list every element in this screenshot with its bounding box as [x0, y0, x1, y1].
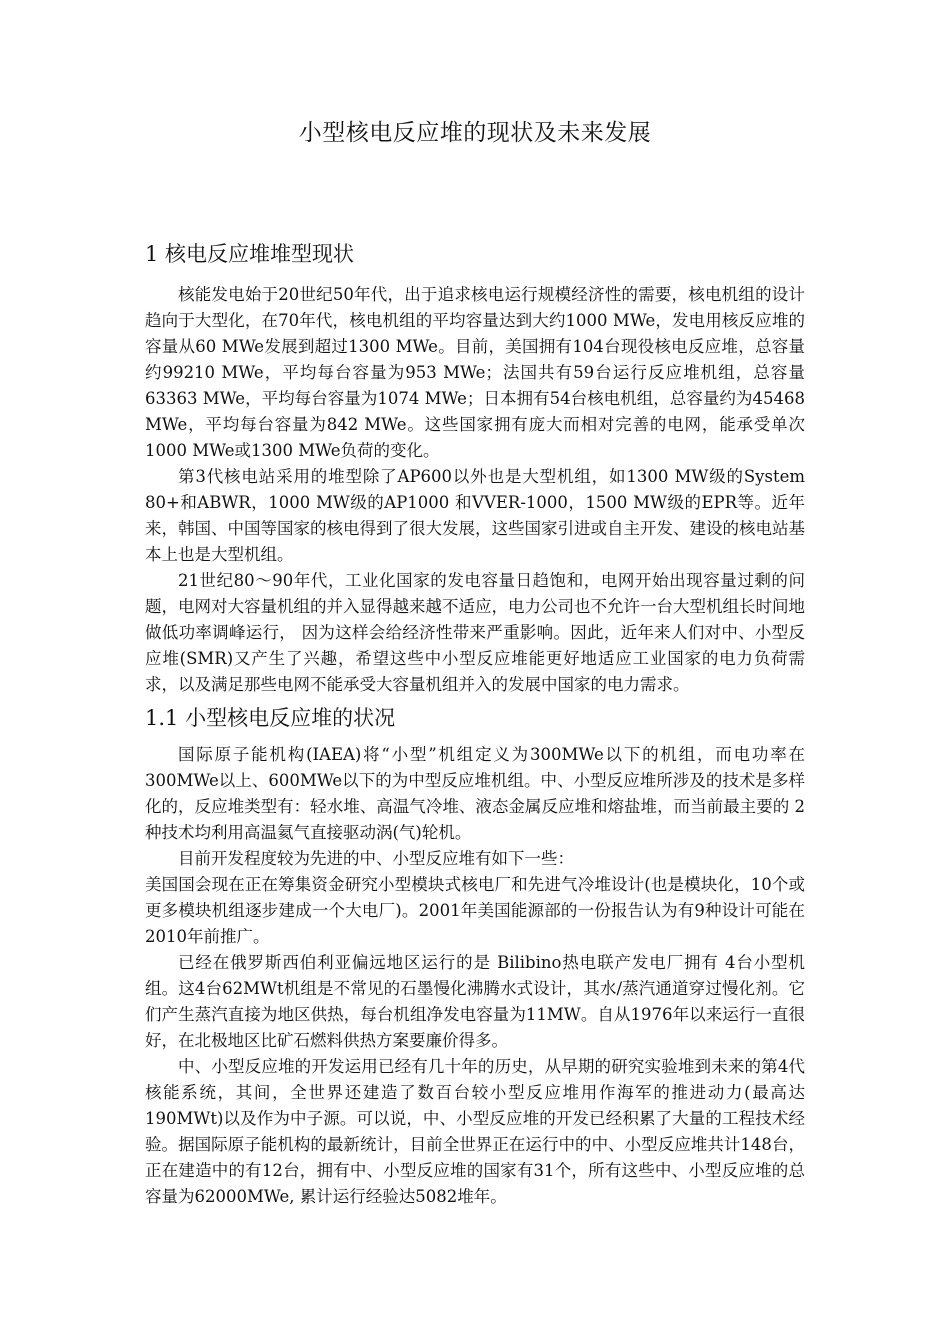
paragraph-smr-interest: 21世纪80～90年代，工业化国家的发电容量日趋饱和，电网开始出现容量过剩的问题，电网对大容量机组的并入显得越来越不适应，电力公司也不允许一台大型机组长时间地做低功率调峰运行， 因为这样会给经济性带来严重影响。因此，近年来人们对中、小型反应堆(SMR)又产生了兴趣，希望这些中小型反应堆能更好地适应工业国家的电力负荷需求，以及满足那些电网不能承受大容量机组并入的发展中国家的电力需求。 — [145, 571, 805, 694]
paragraph-bilibino: 已经在俄罗斯西伯利亚偏远地区运行的是 Bilibino热电联产发电厂拥有 4台小型机组。这4台62MWt机组是不常见的石墨慢化沸腾水式设计，其水/蒸汽通道穿过慢化剂。它们产生蒸汽直接为地区供热，每台机组净发电容量为11MW。自从1976年以来运行一直很好，在北极地区比矿石燃料供热方案要廉价得多。 — [145, 953, 805, 1050]
paragraph-iaea-definition: 国际原子能机构(IAEA)将“小型”机组定义为300MWe以下的机组，而电功率在300MWe以上、600MWe以下的为中型反应堆机组。中、小型反应堆所涉及的技术是多样化的，反应堆类型有：轻水堆、高温气冷堆、液态金属反应堆和熔盐堆，而当前最主要的 2种技术均利用高温氦气直接驱动涡(气)轮机。 — [145, 745, 805, 842]
document-title: 小型核电反应堆的现状及未来发展 — [298, 120, 652, 146]
section-heading-1-1: 1.1 小型核电反应堆的状况 — [145, 706, 396, 730]
paragraph-advanced-intro: 目前开发程度较为先进的中、小型反应堆有如下一些： — [178, 849, 574, 868]
paragraph-nuclear-history: 核能发电始于20世纪50年代，出于追求核电运行规模经济性的需要，核电机组的设计趋向于大型化，在70年代，核电机组的平均容量达到大约1000 MWe，发电用核反应堆的容量从60 MWe发展到超过1300 MWe。目前，美国拥有104台现役核电反应堆，总容量约99210 MWe，平均每台容量为953 MWe；法国共有59台运行反应堆机组，总容量63363 MWe，平均每台容量为1074 MWe；日本拥有54台核电机组，总容量约为45468 MWe，平均每台容量为842 MWe。这些国家拥有庞大而相对完善的电网，能承受单次1000 MWe或1300 MWe负荷的变化。 — [145, 285, 805, 460]
document-body — [145, 238, 805, 1210]
paragraph-us-congress: 美国国会现在正在筹集资金研究小型模块式核电厂和先进气冷堆设计(也是模块化，10个或更多模块机组逐步建成一个大电厂)。2001年美国能源部的一份报告认为有9种设计可能在2010年前推广。 — [145, 875, 805, 946]
section-heading-1: 1 核电反应堆堆型现状 — [145, 242, 355, 266]
paragraph-smr-history: 中、小型反应堆的开发运用已经有几十年的历史，从早期的研究实验堆到未来的第4代核能系统，其间，全世界还建造了数百台较小型反应堆用作海军的推进动力(最高达190MWt)以及作为中子源。可以说，中、小型反应堆的开发已经积累了大量的工程技术经验。据国际原子能机构的最新统计，目前全世界正在运行中的中、小型反应堆共计148台，正在建造中的有12台，拥有中、小型反应堆的国家有31个，所有这些中、小型反应堆的总容量为62000MWe, 累计运行经验达5082堆年。 — [145, 1057, 805, 1206]
paragraph-third-generation: 第3代核电站采用的堆型除了AP600以外也是大型机组，如1300 MW级的System 80+和ABWR，1000 MW级的AP1000 和VVER-1000，1500 MW级的EPR等。近年来，韩国、中国等国家的核电得到了很大发展，这些国家引进或自主开发、建设的核电站基本上也是大型机组。 — [145, 467, 805, 564]
